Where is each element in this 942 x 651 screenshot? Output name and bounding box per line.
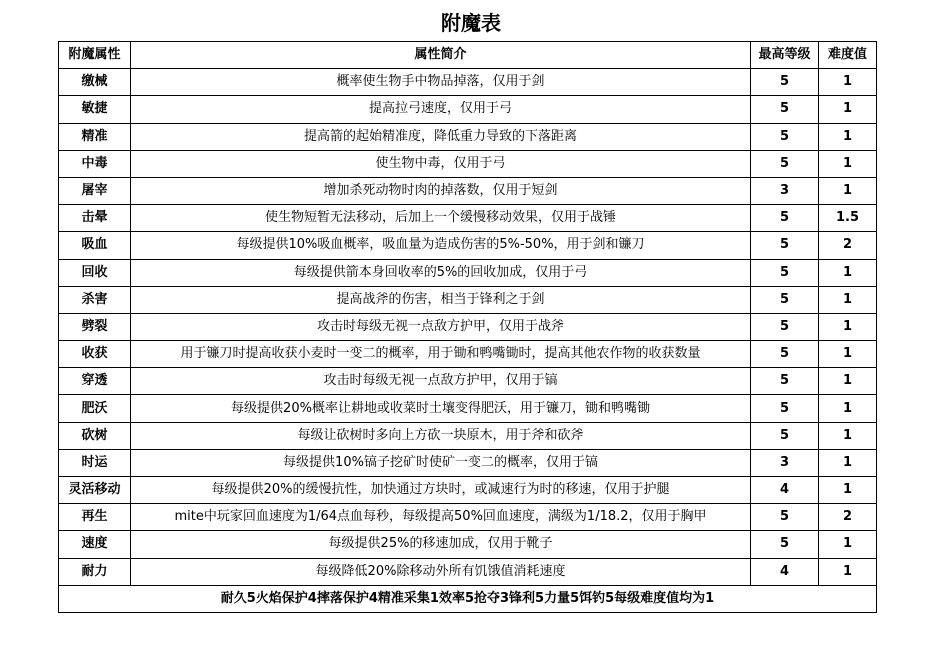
- enchant-name-cell: 回收: [59, 259, 131, 286]
- enchant-name-cell: 速度: [59, 531, 131, 558]
- enchant-description-cell: 每级降低20%除移动外所有饥饿值消耗速度: [131, 558, 751, 585]
- max-level-cell: 5: [751, 341, 819, 368]
- enchant-description-cell: 使生物中毒，仅用于弓: [131, 150, 751, 177]
- table-row: [59, 313, 877, 340]
- enchant-name-cell: 耐力: [59, 558, 131, 585]
- max-level-cell: 5: [751, 96, 819, 123]
- enchant-description-cell: 每级提供箭本身回收率的5%的回收加成，仅用于弓: [131, 259, 751, 286]
- enchant-description-cell: 攻击时每级无视一点敌方护甲，仅用于战斧: [131, 313, 751, 340]
- difficulty-cell: 2: [819, 232, 877, 259]
- enchant-name-cell: 缴械: [59, 69, 131, 96]
- max-level-cell: 3: [751, 449, 819, 476]
- enchant-description-cell: mite中玩家回血速度为1/64点血每秒，每级提高50%回血速度，满级为1/18.2，仅用于胸甲: [131, 504, 751, 531]
- difficulty-cell: 1: [819, 477, 877, 504]
- difficulty-cell: 2: [819, 504, 877, 531]
- enchant-name-cell: 穿透: [59, 368, 131, 395]
- table-row: [59, 504, 877, 531]
- table-row: [59, 286, 877, 313]
- table-row: [59, 422, 877, 449]
- enchant-description-cell: 每级提供20%概率让耕地或收菜时土壤变得肥沃，用于镰刀，锄和鸭嘴锄: [131, 395, 751, 422]
- enchant-description-cell: 用于镰刀时提高收获小麦时一变二的概率，用于锄和鸭嘴锄时，提高其他农作物的收获数量: [131, 341, 751, 368]
- table-row: [59, 69, 877, 96]
- enchant-name-cell: 再生: [59, 504, 131, 531]
- difficulty-cell: 1: [819, 286, 877, 313]
- enchant-name-cell: 屠宰: [59, 177, 131, 204]
- enchant-description-cell: 提高拉弓速度，仅用于弓: [131, 96, 751, 123]
- enchant-description-cell: 提高箭的起始精准度，降低重力导致的下落距离: [131, 123, 751, 150]
- max-level-cell: 4: [751, 477, 819, 504]
- enchant-name-cell: 灵活移动: [59, 477, 131, 504]
- header-name: 附魔属性: [59, 42, 131, 69]
- table-row: [59, 368, 877, 395]
- enchant-name-cell: 精准: [59, 123, 131, 150]
- difficulty-cell: 1: [819, 259, 877, 286]
- enchant-description-cell: 概率使生物手中物品掉落，仅用于剑: [131, 69, 751, 96]
- table-row: [59, 531, 877, 558]
- table-row: [59, 177, 877, 204]
- header-desc: 属性简介: [131, 42, 751, 69]
- max-level-cell: 5: [751, 123, 819, 150]
- difficulty-cell: 1: [819, 368, 877, 395]
- max-level-cell: 5: [751, 422, 819, 449]
- max-level-cell: 5: [751, 286, 819, 313]
- table-row: [59, 123, 877, 150]
- enchant-name-cell: 肥沃: [59, 395, 131, 422]
- difficulty-cell: 1: [819, 341, 877, 368]
- difficulty-cell: 1: [819, 449, 877, 476]
- enchant-description-cell: 增加杀死动物时肉的掉落数，仅用于短剑: [131, 177, 751, 204]
- table-row: [59, 558, 877, 585]
- max-level-cell: 5: [751, 259, 819, 286]
- enchant-name-cell: 击晕: [59, 205, 131, 232]
- table-row: [59, 150, 877, 177]
- max-level-cell: 5: [751, 368, 819, 395]
- table-header-row: [59, 42, 877, 69]
- max-level-cell: 5: [751, 395, 819, 422]
- enchant-name-cell: 敏捷: [59, 96, 131, 123]
- enchant-name-cell: 吸血: [59, 232, 131, 259]
- table-row: [59, 449, 877, 476]
- difficulty-cell: 1: [819, 422, 877, 449]
- enchant-description-cell: 每级提供10%镐子挖矿时使矿一变二的概率，仅用于镐: [131, 449, 751, 476]
- enchant-name-cell: 时运: [59, 449, 131, 476]
- max-level-cell: 5: [751, 531, 819, 558]
- max-level-cell: 4: [751, 558, 819, 585]
- difficulty-cell: 1: [819, 531, 877, 558]
- difficulty-cell: 1: [819, 150, 877, 177]
- table-row: [59, 477, 877, 504]
- enchant-name-cell: 劈裂: [59, 313, 131, 340]
- max-level-cell: 5: [751, 205, 819, 232]
- table-row: [59, 395, 877, 422]
- enchant-name-cell: 杀害: [59, 286, 131, 313]
- difficulty-cell: 1: [819, 313, 877, 340]
- table-row: [59, 205, 877, 232]
- page-title: 附魔表: [441, 11, 501, 35]
- difficulty-cell: 1: [819, 177, 877, 204]
- enchant-description-cell: 每级提供10%吸血概率，吸血量为造成伤害的5%-50%，用于剑和镰刀: [131, 232, 751, 259]
- difficulty-cell: 1: [819, 96, 877, 123]
- table-footer-row: [59, 585, 877, 612]
- max-level-cell: 5: [751, 150, 819, 177]
- header-difficulty: 难度值: [819, 42, 877, 69]
- enchant-name-cell: 砍树: [59, 422, 131, 449]
- enchant-description-cell: 攻击时每级无视一点敌方护甲，仅用于镐: [131, 368, 751, 395]
- enchant-description-cell: 每级提供20%的缓慢抗性，加快通过方块时，或减速行为时的移速，仅用于护腿: [131, 477, 751, 504]
- enchant-description-cell: 每级让砍树时多向上方砍一块原木，用于斧和砍斧: [131, 422, 751, 449]
- table-row: [59, 259, 877, 286]
- max-level-cell: 5: [751, 69, 819, 96]
- footer-note: 耐久5火焰保护4摔落保护4精准采集1效率5抢夺3锋利5力量5饵钓5每级难度值均为1: [59, 585, 877, 612]
- difficulty-cell: 1.5: [819, 205, 877, 232]
- max-level-cell: 5: [751, 313, 819, 340]
- difficulty-cell: 1: [819, 395, 877, 422]
- difficulty-cell: 1: [819, 123, 877, 150]
- enchant-description-cell: 使生物短暂无法移动，后加上一个缓慢移动效果，仅用于战锤: [131, 205, 751, 232]
- difficulty-cell: 1: [819, 69, 877, 96]
- max-level-cell: 3: [751, 177, 819, 204]
- enchant-table: [58, 41, 877, 613]
- enchant-name-cell: 中毒: [59, 150, 131, 177]
- enchant-name-cell: 收获: [59, 341, 131, 368]
- enchant-description-cell: 提高战斧的伤害，相当于锋利之于剑: [131, 286, 751, 313]
- table-row: [59, 341, 877, 368]
- table-row: [59, 96, 877, 123]
- header-max-level: 最高等级: [751, 42, 819, 69]
- difficulty-cell: 1: [819, 558, 877, 585]
- max-level-cell: 5: [751, 504, 819, 531]
- enchant-description-cell: 每级提供25%的移速加成，仅用于靴子: [131, 531, 751, 558]
- max-level-cell: 5: [751, 232, 819, 259]
- table-row: [59, 232, 877, 259]
